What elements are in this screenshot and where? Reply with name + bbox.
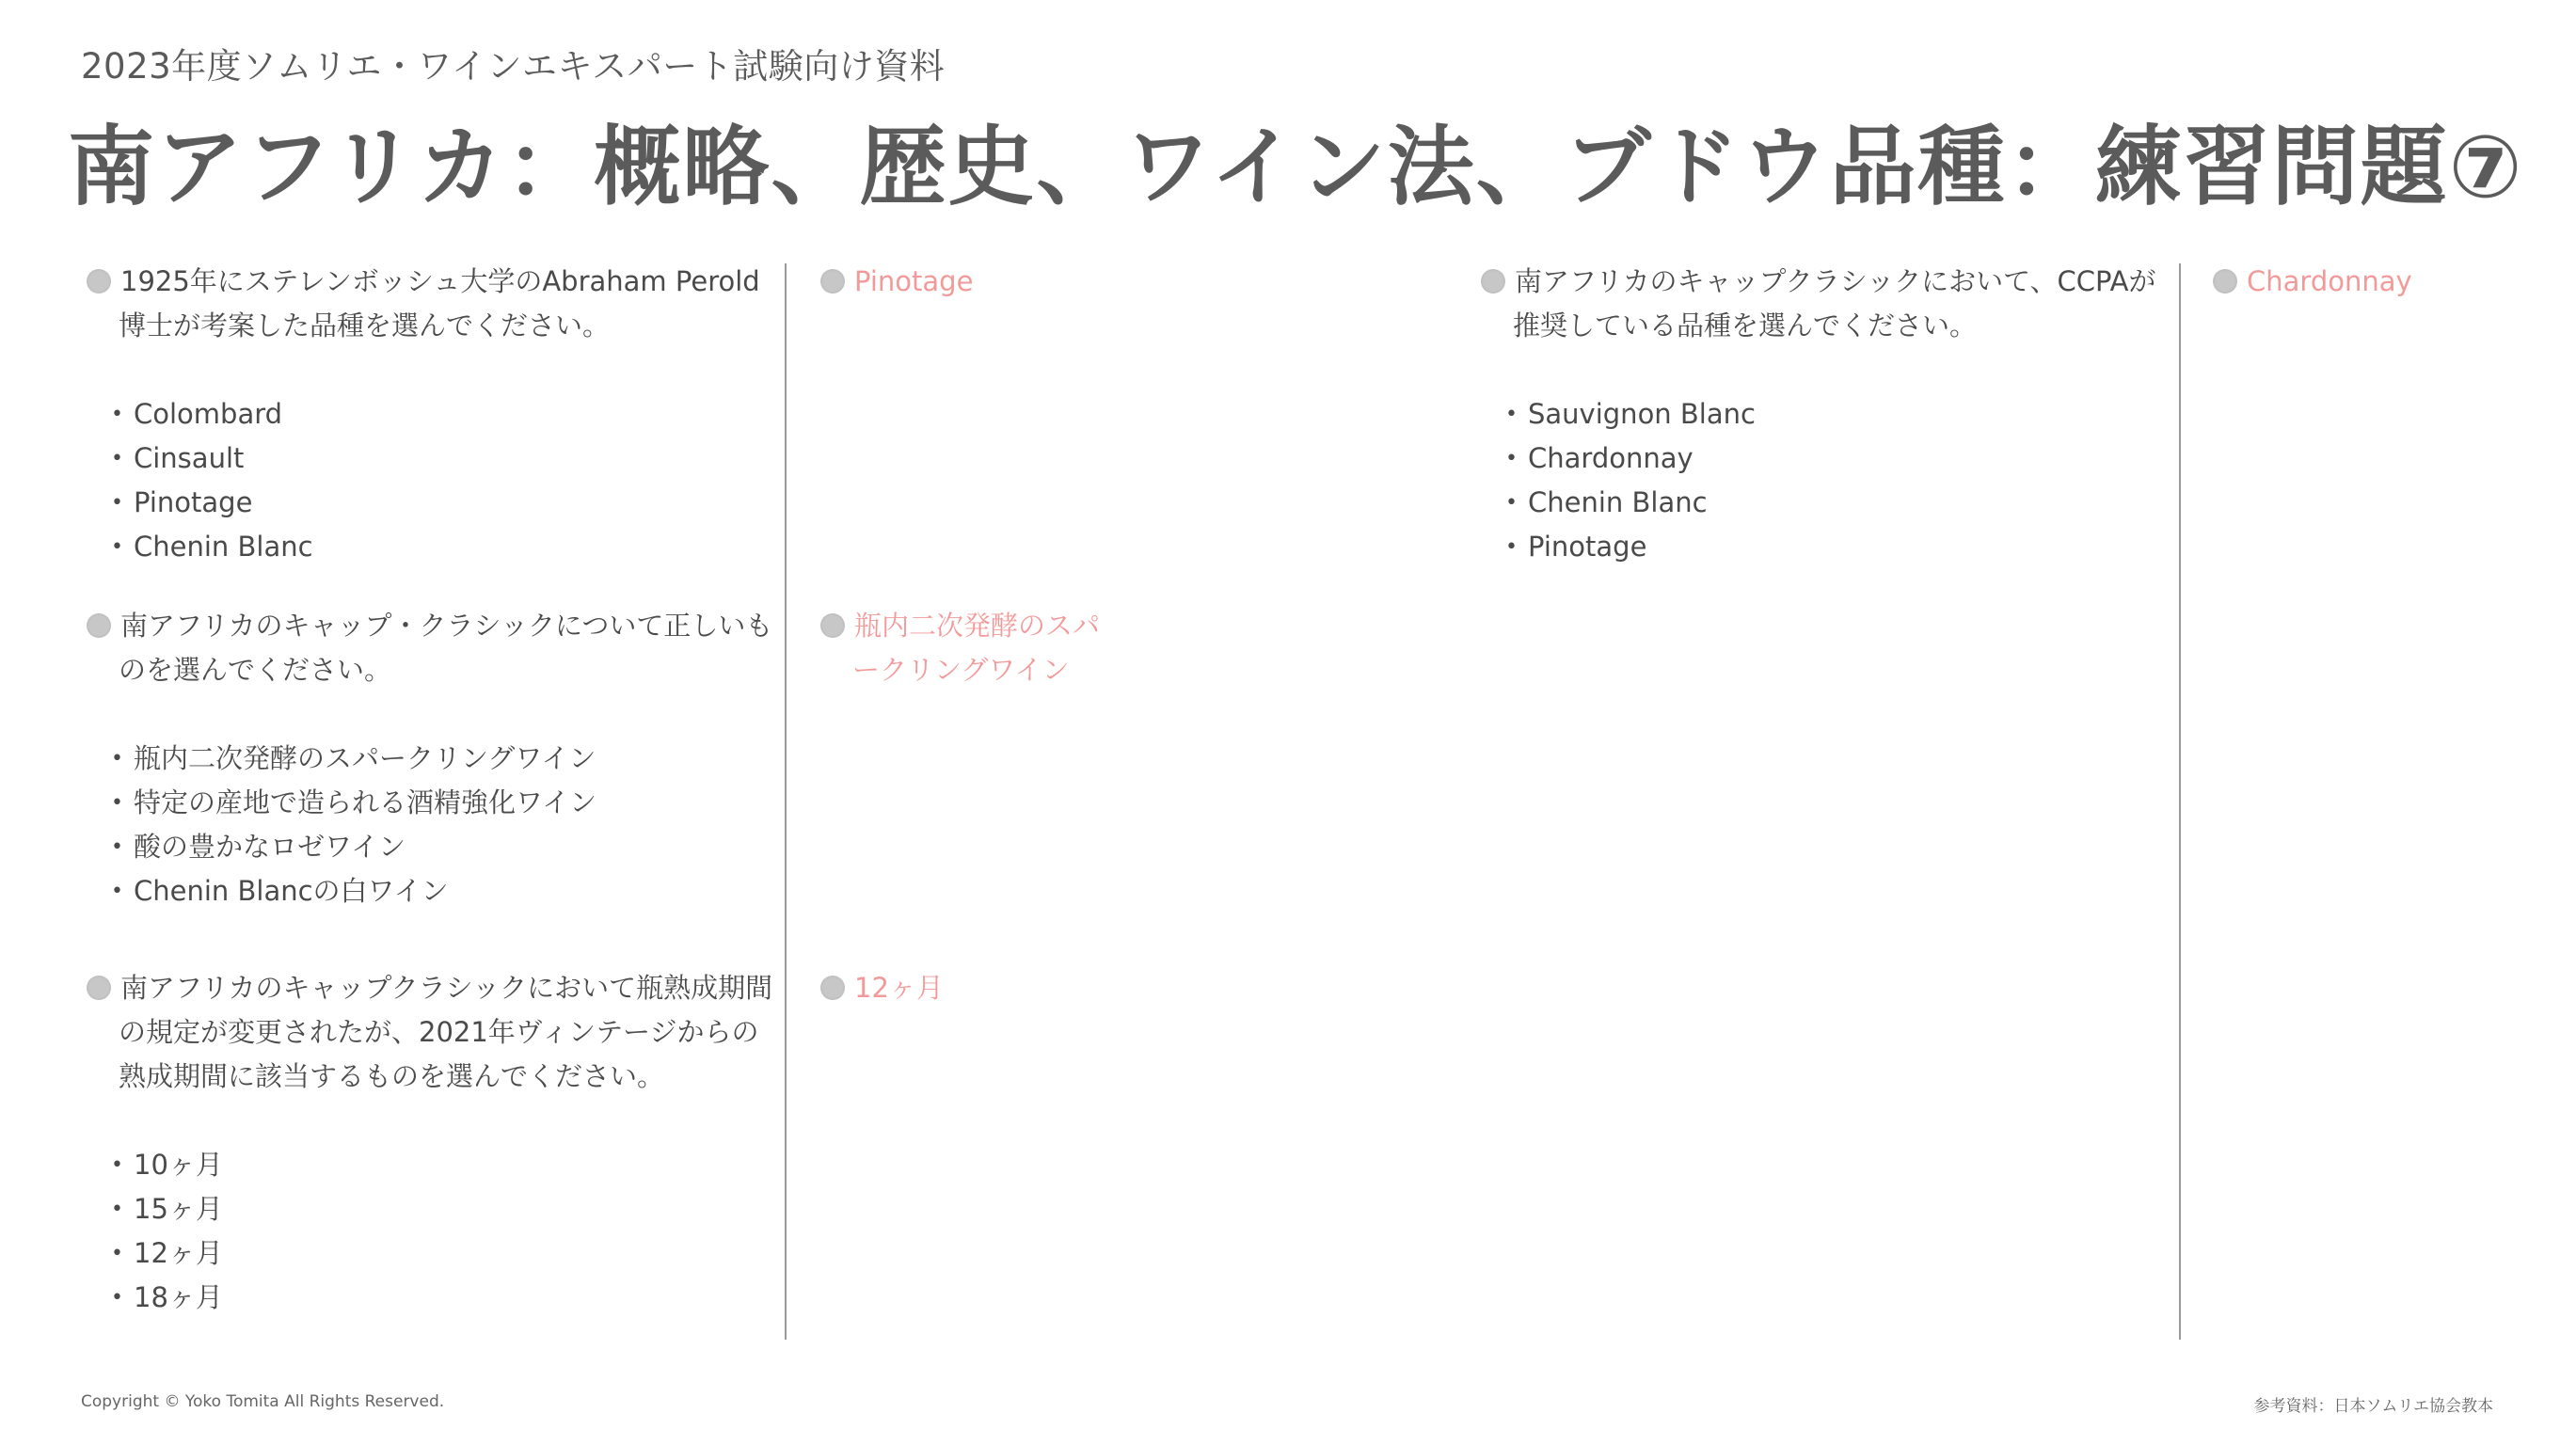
answer-3 <box>820 966 1197 1010</box>
question-text <box>87 966 777 1099</box>
option-list <box>1475 392 2171 569</box>
bullet-circle-icon <box>87 976 111 1000</box>
option-item: • Chenin Blancの白ワイン <box>111 869 777 913</box>
copyright-text: Copyright © Yoko Tomita All Rights Reserved. <box>81 1392 445 1411</box>
option-item: • 酸の豊かなロゼワイン <box>111 825 777 869</box>
option-item: • Colombard <box>111 392 777 437</box>
question-label: 南アフリカのキャップ・クラシックについて正しいものを選んでください。 <box>119 610 773 686</box>
answer-label: Chardonnay <box>2247 265 2412 297</box>
option-item: • Chenin Blanc <box>1505 481 2171 525</box>
option-item: • 特定の産地で造られる酒精強化ワイン <box>111 781 777 825</box>
column-divider-right <box>2179 263 2181 1340</box>
bullet-circle-icon <box>820 976 845 1000</box>
bullet-circle-icon <box>820 269 845 294</box>
question-text <box>87 260 777 348</box>
option-item: • Cinsault <box>111 437 777 481</box>
question-text <box>87 604 777 692</box>
option-item: • Chardonnay <box>1505 437 2171 481</box>
option-item: • Pinotage <box>111 481 777 525</box>
answer-label: 12ヶ月 <box>854 972 944 1004</box>
reference-text: 参考資料：日本ソムリエ協会教本 <box>2253 1397 2493 1416</box>
question-label: 1925年にステレンボッシュ大学のAbraham Perold博士が考案した品種を選んでください。 <box>119 265 760 341</box>
document-subtitle: 2023年度ソムリエ・ワインエキスパート試験向け資料 <box>81 46 946 87</box>
answer-2 <box>820 604 1103 692</box>
page-title: 南アフリカ：概略、歴史、ワイン法、ブドウ品種：練習問題⑦ <box>68 117 2524 217</box>
question-block-4 <box>1475 260 2171 569</box>
option-item: • 18ヶ月 <box>111 1276 777 1320</box>
question-label: 南アフリカのキャップクラシックにおいて、CCPAが推奨している品種を選んでください。 <box>1513 265 2156 341</box>
bullet-circle-icon <box>87 269 111 294</box>
option-item: • 瓶内二次発酵のスパークリングワイン <box>111 737 777 781</box>
bullet-circle-icon <box>820 613 845 638</box>
option-item: • Sauvignon Blanc <box>1505 392 2171 437</box>
answer-4 <box>2213 260 2533 304</box>
question-text <box>1481 260 2171 348</box>
bullet-circle-icon <box>1481 269 1505 294</box>
option-list <box>81 1143 777 1320</box>
answer-label: 瓶内二次発酵のスパークリングワイン <box>852 610 1101 686</box>
question-label: 南アフリカのキャップクラシックにおいて瓶熟成期間の規定が変更されたが、2021年ヴィンテージからの熟成期間に該当するものを選んでください。 <box>119 972 773 1092</box>
option-item: • Pinotage <box>1505 525 2171 569</box>
option-item: • 10ヶ月 <box>111 1143 777 1187</box>
answer-1 <box>820 260 1197 304</box>
option-item: • Chenin Blanc <box>111 525 777 569</box>
option-item: • 15ヶ月 <box>111 1187 777 1231</box>
question-block-3 <box>81 966 777 1320</box>
column-divider-left <box>785 263 787 1340</box>
question-block-1 <box>81 260 777 569</box>
option-list <box>81 737 777 913</box>
option-item: • 12ヶ月 <box>111 1231 777 1276</box>
option-list <box>81 392 777 569</box>
bullet-circle-icon <box>87 613 111 638</box>
question-block-2 <box>81 604 777 913</box>
bullet-circle-icon <box>2213 269 2237 294</box>
answer-label: Pinotage <box>854 265 974 297</box>
